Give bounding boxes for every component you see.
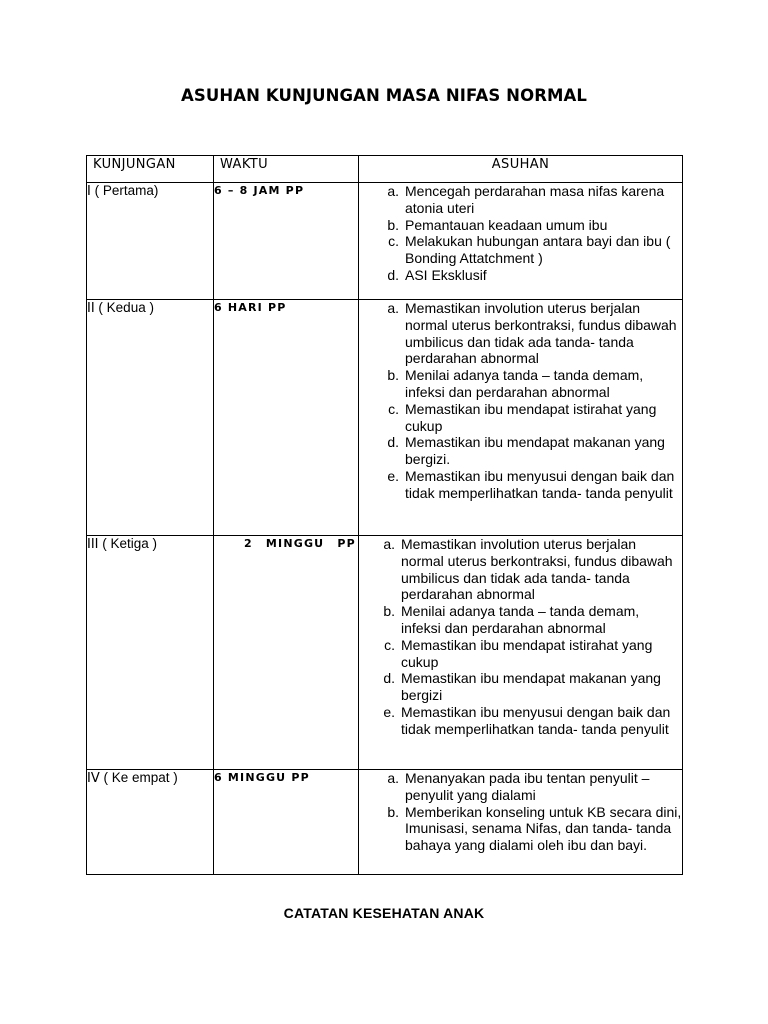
list-item: e. Memastikan ibu menyusui dengan baik dan tidak memperlihatkan tanda- tanda penyulit — [387, 467, 675, 501]
list-item: c. Melakukan hubungan antara bayi dan ibu ( Bonding Attatchment ) — [388, 233, 671, 267]
list-item: b. Memberikan konseling untuk KB secara dini, Imunisasi, senama Nifas, dan tanda- tanda bahaya yang dialami oleh ibu dan bayi. — [387, 803, 682, 854]
list-item: d. Memastikan ibu mendapat makanan yang bergizi — [383, 670, 661, 704]
table-row — [87, 536, 683, 770]
list-item: a. Memastikan involution uterus berjalan normal uterus berkontraksi, fundus dibawah umbilicus dan tidak ada tanda- tanda perdarahan abnormal — [383, 536, 673, 603]
time-cell: 6 MINGGU PP — [214, 770, 359, 875]
time-cell: 2 MINGGU PP — [214, 536, 359, 770]
care-cell — [359, 300, 683, 536]
table-row — [87, 300, 683, 536]
table-header-row — [87, 156, 683, 183]
list-item: b. Menilai adanya tanda – tanda demam, infeksi dan perdarahan abnormal — [383, 603, 640, 636]
time-cell: 6 – 8 JAM PP — [214, 183, 359, 300]
visit-care-table — [86, 155, 683, 875]
list-item: d. ASI Eksklusif — [387, 266, 487, 283]
visit-cell: II ( Kedua ) — [87, 300, 214, 536]
care-cell — [359, 183, 683, 300]
list-item: b. Pemantauan keadaan umum ibu — [387, 216, 608, 233]
time-cell: 6 HARI PP — [214, 300, 359, 536]
visit-cell: III ( Ketiga ) — [87, 536, 214, 770]
care-list — [359, 300, 682, 502]
visit-cell: I ( Pertama) — [87, 183, 214, 300]
document-title: ASUHAN KUNJUNGAN MASA NIFAS NORMAL — [180, 86, 588, 105]
list-item: a. Mencegah perdarahan masa nifas karena atonia uteri — [387, 183, 665, 216]
care-cell — [359, 536, 683, 770]
visit-cell: IV ( Ke empat ) — [87, 770, 214, 875]
section-title: CATATAN KESEHATAN ANAK — [283, 905, 485, 921]
table-row — [87, 770, 683, 875]
list-item: b. Menilai adanya tanda – tanda demam, infeksi dan perdarahan abnormal — [387, 367, 644, 400]
care-list — [359, 770, 682, 854]
table-row — [87, 183, 683, 300]
list-item: d. Memastikan ibu mendapat makanan yang bergizi. — [387, 434, 665, 468]
list-item: c. Memastikan ibu mendapat istirahat yang cukup — [388, 400, 657, 434]
care-list — [359, 536, 682, 738]
care-cell — [359, 770, 683, 875]
header-care: ASUHAN — [359, 156, 683, 183]
list-item: c. Memastikan ibu mendapat istirahat yang cukup — [384, 636, 653, 670]
header-time: WAKTU — [214, 156, 359, 183]
list-item: a. Menanyakan pada ibu tentan penyulit – penyulit yang dialami — [387, 770, 650, 803]
list-item: e. Memastikan ibu menyusui dengan baik dan tidak memperlihatkan tanda- tanda penyulit — [383, 703, 671, 737]
care-list — [359, 183, 682, 284]
header-visit: KUNJUNGAN — [87, 156, 214, 183]
list-item: a. Memastikan involution uterus berjalan normal uterus berkontraksi, fundus dibawah umbilicus dan tidak ada tanda- tanda perdarahan abnormal — [387, 300, 677, 367]
